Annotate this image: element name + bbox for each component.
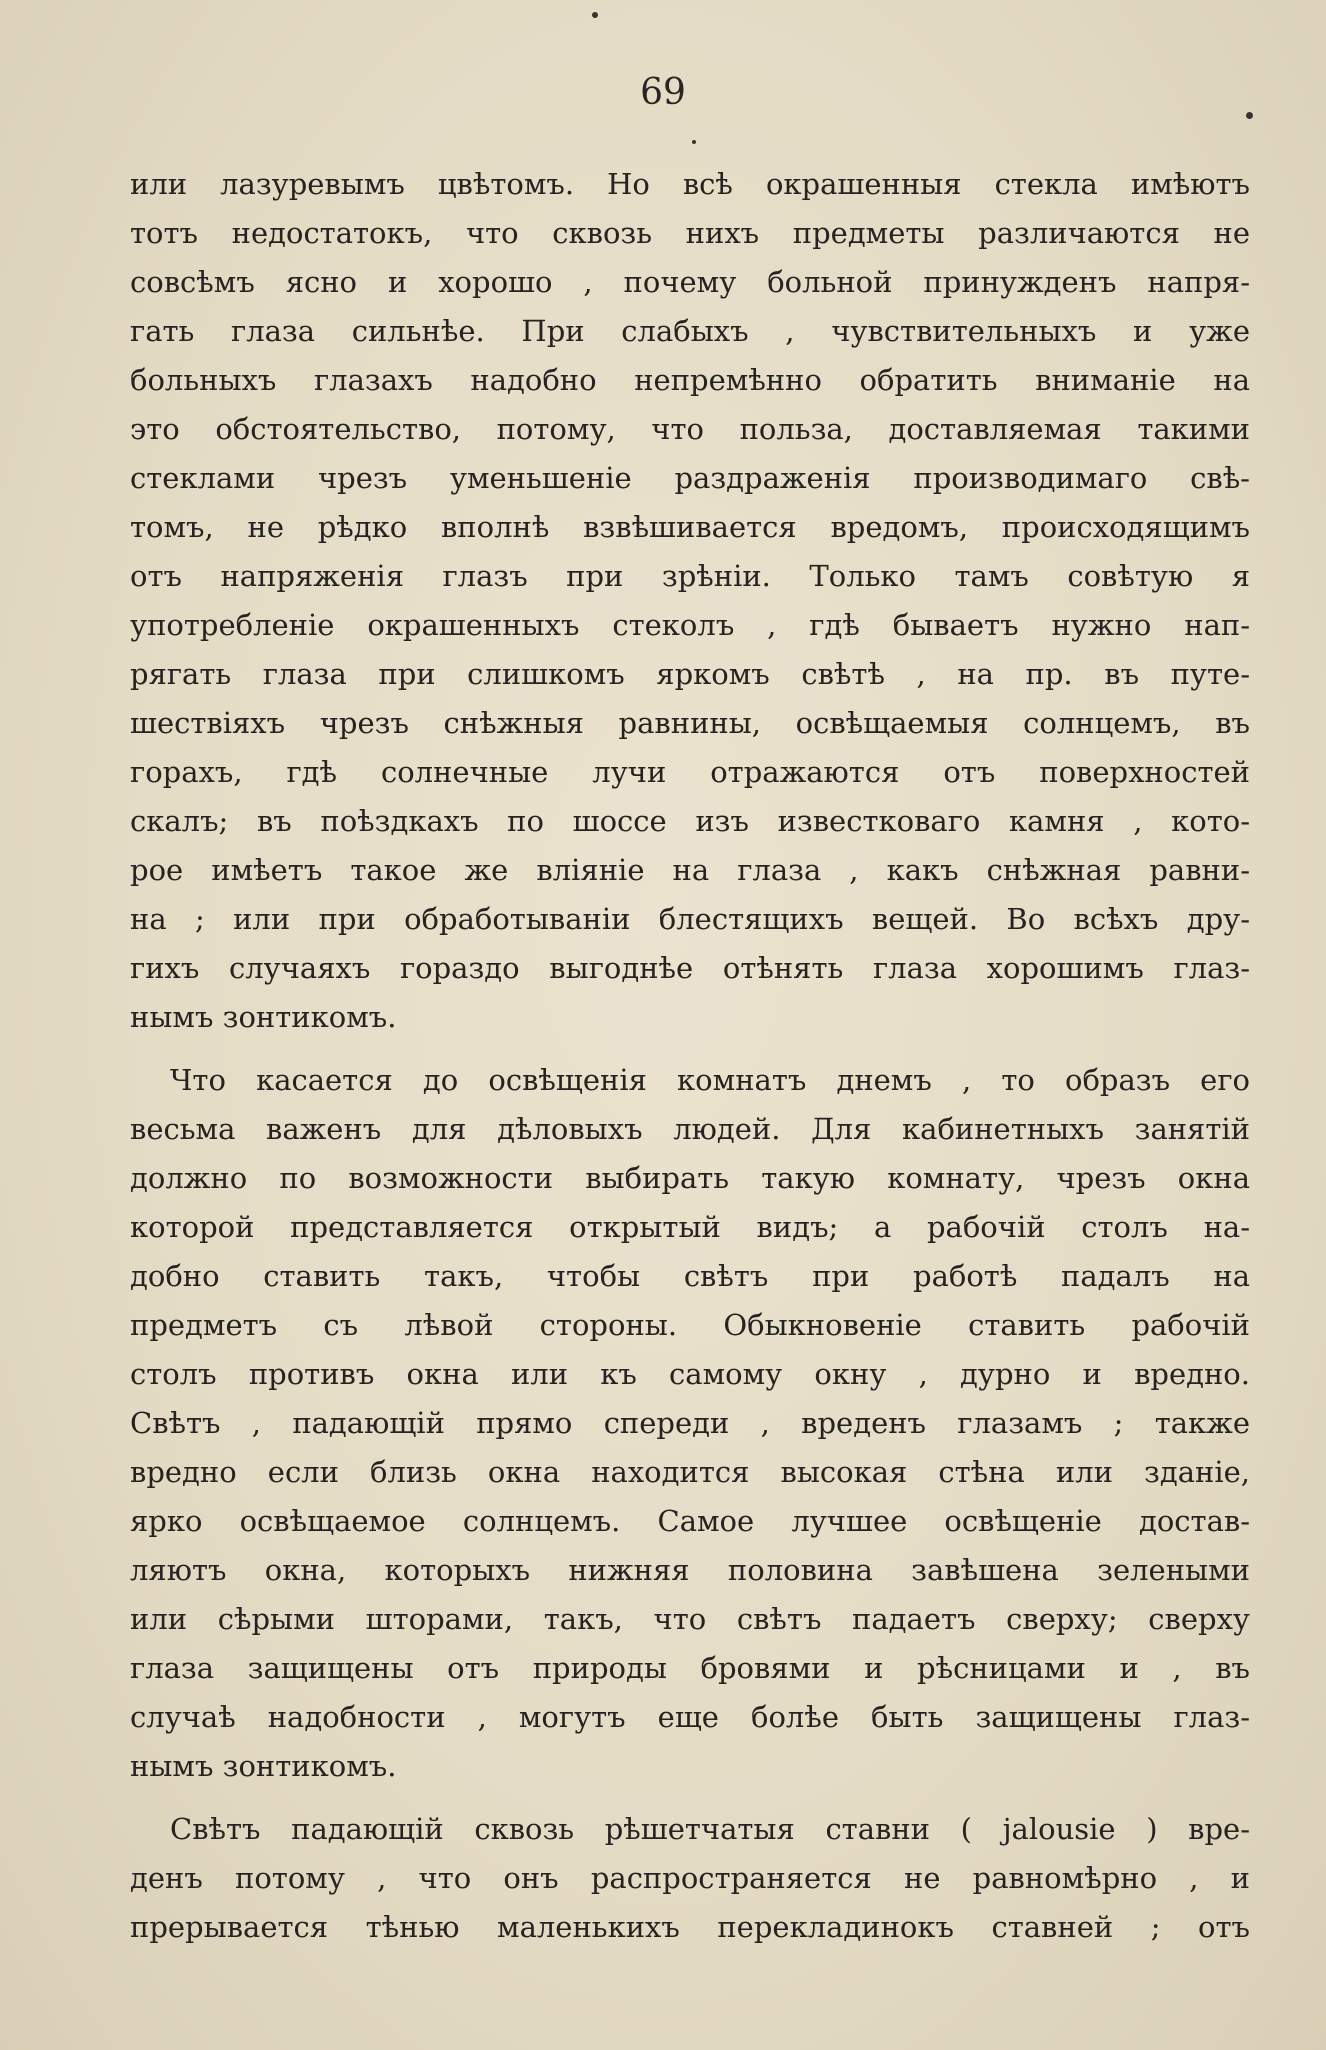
paragraph [130,160,1250,1042]
text-line: это обстоятельство, потому, что польза, доставляемая такими [130,412,1250,446]
text-line: или сѣрыми шторами, такъ, что свѣтъ падаетъ сверху; сверху [130,1602,1250,1636]
paragraph [130,1805,1250,1952]
ink-speck [692,140,696,144]
text-line: совсѣмъ ясно и хорошо , почему больной принужденъ напря- [130,265,1250,299]
text-line: отъ напряженія глазъ при зрѣніи. Только тамъ совѣтую я [130,559,1250,593]
text-line: должно по возможности выбирать такую комнату, чрезъ окна [130,1161,1250,1195]
text-line: прерывается тѣнью маленькихъ перекладинокъ ставней ; отъ [130,1910,1250,1944]
text-line: рое имѣетъ такое же вліяніе на глаза , какъ снѣжная равни- [130,853,1250,887]
text-line: стеклами чрезъ уменьшеніе раздраженія производимаго свѣ- [130,461,1250,495]
text-line: гихъ случаяхъ гораздо выгоднѣе отѣнять глаза хорошимъ глаз- [130,951,1250,985]
text-line: гать глаза сильнѣе. При слабыхъ , чувствительныхъ и уже [130,314,1250,348]
ink-speck [592,12,598,18]
text-line: Что касается до освѣщенія комнатъ днемъ , то образъ его [170,1063,1250,1097]
text-line: томъ, не рѣдко вполнѣ взвѣшивается вредомъ, происходящимъ [130,510,1250,544]
text-line: рягать глаза при слишкомъ яркомъ свѣтѣ , на пр. въ путе- [130,657,1250,691]
text-line: скалъ; въ поѣздкахъ по шоссе изъ известковаго камня , кото- [130,804,1250,838]
text-line: которой представляется открытый видъ; а рабочій столъ на- [130,1210,1250,1244]
body-text [130,160,1250,1952]
text-line: весьма важенъ для дѣловыхъ людей. Для кабинетныхъ занятій [130,1112,1250,1146]
paragraph [130,1056,1250,1791]
text-line: ляютъ окна, которыхъ нижняя половина завѣшена зелеными [130,1553,1250,1587]
text-line: предметъ съ лѣвой стороны. Обыкновеніе ставить рабочій [130,1308,1250,1342]
text-line: горахъ, гдѣ солнечные лучи отражаются отъ поверхностей [130,755,1250,789]
text-line: шествіяхъ чрезъ снѣжныя равнины, освѣщаемыя солнцемъ, въ [130,706,1250,740]
paragraph-spacer [130,1791,1250,1805]
text-line: на ; или при обработываніи блестящихъ вещей. Во всѣхъ дру- [130,902,1250,936]
ink-speck [1246,112,1253,119]
page-number: 69 [640,72,686,113]
text-line: Свѣтъ , падающій прямо спереди , вреденъ глазамъ ; также [130,1406,1250,1440]
text-line: случаѣ надобности , могутъ еще болѣе быть защищены глаз- [130,1700,1250,1734]
paragraph-spacer [130,1042,1250,1056]
text-line: нымъ зонтикомъ. [130,1000,397,1034]
text-line: добно ставить такъ, чтобы свѣтъ при работѣ падалъ на [130,1259,1250,1293]
text-line: глаза защищены отъ природы бровями и рѣсницами и , въ [130,1651,1250,1685]
text-line: Свѣтъ падающій сквозь рѣшетчатыя ставни ( jalousie ) вре- [170,1812,1250,1846]
text-line: нымъ зонтикомъ. [130,1749,397,1783]
text-line: или лазуревымъ цвѣтомъ. Но всѣ окрашенныя стекла имѣютъ [130,167,1250,201]
text-line: вредно если близь окна находится высокая стѣна или зданіе, [130,1455,1250,1489]
text-line: ярко освѣщаемое солнцемъ. Самое лучшее освѣщеніе достав- [130,1504,1250,1538]
text-line: денъ потому , что онъ распространяется не равномѣрно , и [130,1861,1250,1895]
text-line: употребленіе окрашенныхъ стеколъ , гдѣ бываетъ нужно нап- [130,608,1250,642]
text-line: тотъ недостатокъ, что сквозь нихъ предметы различаются не [130,216,1250,250]
text-line: столъ противъ окна или къ самому окну , дурно и вредно. [130,1357,1250,1391]
text-line: больныхъ глазахъ надобно непремѣнно обратить вниманіе на [130,363,1250,397]
